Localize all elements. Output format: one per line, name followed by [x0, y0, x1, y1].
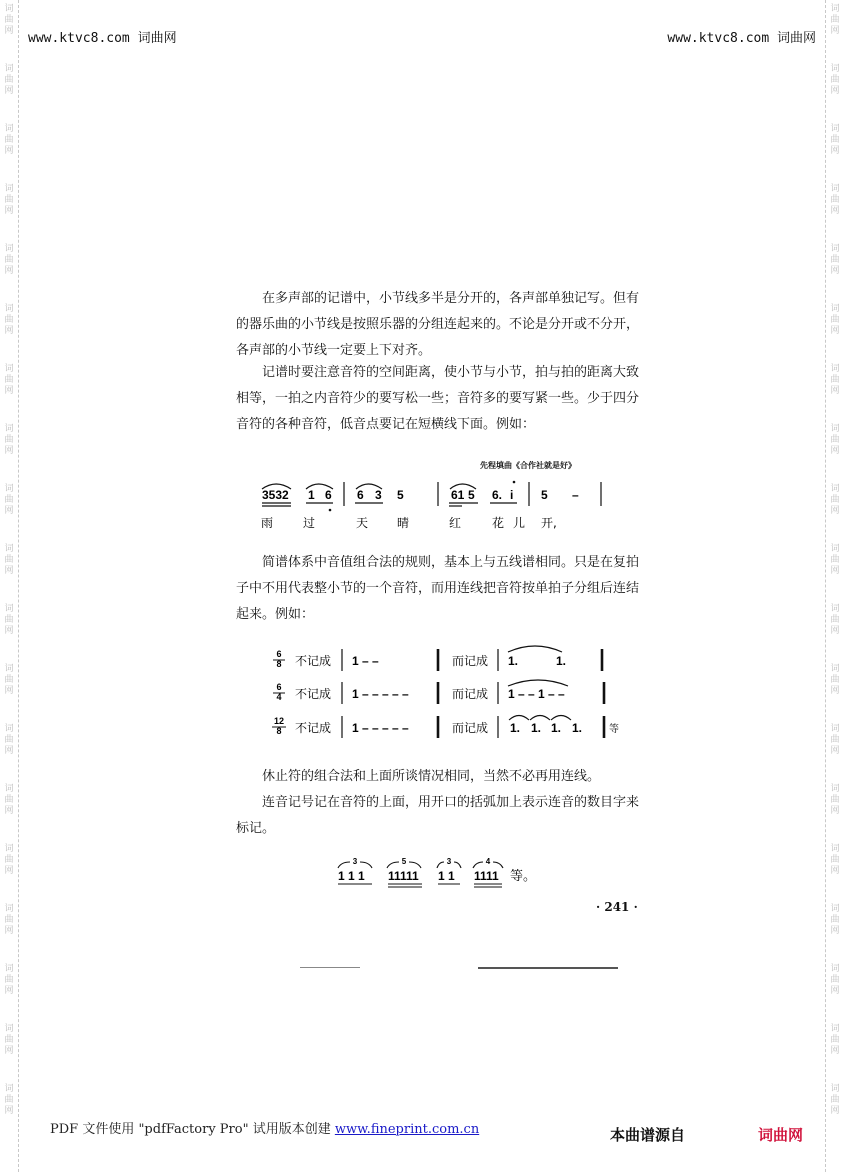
scan-artifact: [300, 967, 360, 968]
time-sig-bottom: 4: [276, 692, 282, 702]
source-label: 本曲谱源自: [610, 1126, 686, 1144]
paragraph-1: 在多声部的记谱中，小节线多半是分开的，各声部单独记写。但有的器乐曲的小节线是按照乐器的分组连起来的。不论是分开或不分开，各声部的小节线一定要上下对齐。: [236, 291, 640, 358]
watermark-text: 词 曲 网: [830, 244, 840, 276]
source-site-logo[interactable]: 词曲网: [758, 1126, 804, 1144]
watermark-text: 词 曲 网: [830, 1084, 840, 1116]
note: 6: [357, 488, 364, 502]
note: 5: [468, 488, 475, 502]
tuplet-notes: 11111: [388, 869, 419, 883]
wrong-notation: 1 – – – – –: [352, 721, 409, 735]
right-note: 1.: [510, 721, 521, 735]
watermark-text: 词 曲 网: [830, 904, 840, 936]
paragraph-3: 简谱体系中音值组合法的规则，基本上与五线谱相同。只是在复拍子中不用代表整小节的一个音符，而用连线把音符按单拍子分组后连结起来。例如：: [236, 555, 640, 622]
watermark-text: 词 曲 网: [830, 664, 840, 696]
note: 5: [541, 488, 548, 502]
note: 6: [325, 488, 332, 502]
watermark-text: 词 曲 网: [830, 1024, 840, 1056]
watermark-text: 词 曲 网: [830, 304, 840, 336]
watermark-text: 词 曲 网: [830, 604, 840, 636]
tuplet-number: 3: [352, 857, 358, 866]
tie: [509, 716, 529, 721]
time-sig-top: 6: [276, 682, 282, 692]
label-written-as: 而记成: [452, 687, 489, 701]
label-written-as: 而记成: [452, 721, 489, 735]
watermark-text: 词 曲 网: [4, 964, 14, 996]
paragraph-2: 记谱时要注意音符的空间距离，使小节与小节，拍与拍的距离大致相等，一拍之内音符少的要写松一些；音符多的要写紧一些。少于四分音符的各种音符，低音点要记在短横线下面。例如：: [236, 365, 640, 432]
watermark-text: 词 曲 网: [4, 484, 14, 516]
watermark-text: 词 曲 网: [830, 964, 840, 996]
paragraph-5: 连音记号记在音符的上面，用开口的括弧加上表示连音的数目字来标记。: [236, 795, 640, 836]
note: 3: [375, 488, 382, 502]
watermark-text: 词 曲 网: [4, 844, 14, 876]
lyric: 开,: [541, 516, 557, 530]
high-dot: [513, 481, 516, 484]
tie: [508, 646, 562, 652]
watermark-text: 词 曲 网: [4, 1084, 14, 1116]
tuplet-bracket: [387, 862, 421, 868]
tuplets-suffix: 等。: [510, 869, 537, 884]
watermark-text: 词 曲 网: [830, 424, 840, 456]
watermark-text: 词 曲 网: [4, 4, 14, 36]
watermark-text: 词 曲 网: [830, 124, 840, 156]
watermark-text: 词 曲 网: [4, 364, 14, 396]
right-note: 1.: [551, 721, 562, 735]
slur: [356, 484, 382, 489]
note: 1: [308, 488, 315, 502]
low-dot: [329, 509, 332, 512]
watermark-text: 词 曲 网: [4, 904, 14, 936]
watermark-text: 词 曲 网: [4, 304, 14, 336]
lyric: 雨: [261, 516, 274, 530]
wrong-notation: 1 – –: [352, 654, 379, 668]
footer-link[interactable]: www.fineprint.com.cn: [334, 1122, 480, 1137]
wrong-notation: 1 – – – – –: [352, 687, 409, 701]
tuplet-number: 5: [401, 857, 407, 866]
note-group: 3532: [262, 488, 289, 502]
lyric: 过: [303, 516, 316, 530]
watermark-text: 词 曲 网: [830, 784, 840, 816]
right-notation: 1 – – 1 – –: [508, 687, 565, 701]
footer-text: PDF 文件使用 "pdfFactory Pro" 试用版本创建: [50, 1122, 331, 1137]
watermark-text: 词 曲 网: [830, 364, 840, 396]
header-site-right[interactable]: www.ktvc8.com 词曲网: [667, 31, 816, 46]
label-written-as: 而记成: [452, 654, 489, 668]
tie: [530, 716, 550, 721]
watermark-text: 词 曲 网: [4, 544, 14, 576]
watermark-text: 词 曲 网: [4, 784, 14, 816]
right-note: 1.: [556, 654, 567, 668]
page-number: · 241 ·: [596, 900, 638, 914]
watermark-text: 词 曲 网: [4, 244, 14, 276]
tuplet-notes: 1111: [474, 869, 499, 883]
watermark-text: 词 曲 网: [830, 484, 840, 516]
label-not-written: 不记成: [295, 687, 332, 701]
lyric: 花: [492, 516, 505, 530]
tie: [551, 716, 571, 721]
tuplet-bracket: [473, 862, 503, 868]
watermark-text: 词 曲 网: [4, 184, 14, 216]
label-not-written: 不记成: [295, 721, 332, 735]
slur: [306, 484, 333, 489]
time-sig-top: 12: [273, 716, 285, 726]
slur: [450, 484, 476, 489]
time-sig-top: 6: [276, 649, 282, 659]
tuplet-notes: 1 1 1: [338, 869, 365, 883]
watermark-text: 词 曲 网: [4, 424, 14, 456]
lyric: 天: [356, 516, 369, 530]
label-not-written: 不记成: [295, 654, 332, 668]
header-site-left[interactable]: www.ktvc8.com 词曲网: [28, 31, 177, 46]
tuplet-notes: 1 1: [438, 869, 455, 883]
watermark-text: 词 曲 网: [4, 664, 14, 696]
right-note: 1.: [572, 721, 583, 735]
lyric: 红: [449, 516, 462, 530]
song-source: 先程填曲《合作社就是好》: [480, 461, 576, 470]
tuplet-bracket: [338, 862, 372, 868]
watermark-text: 词 曲 网: [4, 124, 14, 156]
paragraph-4: 休止符的组合法和上面所谈情况相同，当然不必再用连线。: [262, 769, 601, 784]
watermark-text: 词 曲 网: [830, 844, 840, 876]
watermark-text: 词 曲 网: [830, 4, 840, 36]
watermark-text: 词 曲 网: [830, 544, 840, 576]
right-note: 1.: [531, 721, 542, 735]
note: i: [510, 488, 514, 502]
right-note: 1.: [508, 654, 519, 668]
watermark-text: 词 曲 网: [4, 64, 14, 96]
lyric: 晴: [397, 516, 410, 530]
watermark-text: 词 曲 网: [4, 724, 14, 756]
tuplet-bracket: [437, 862, 461, 868]
tuplet-number: 4: [485, 857, 491, 866]
slur: [262, 484, 291, 489]
tuplet-number: 3: [446, 857, 452, 866]
watermark-text: 词 曲 网: [4, 604, 14, 636]
time-sig-bottom: 8: [276, 659, 282, 669]
watermark-text: 词 曲 网: [830, 184, 840, 216]
suffix-etc: 等: [609, 724, 619, 735]
watermark-text: 词 曲 网: [830, 64, 840, 96]
pdf-footer: [50, 1118, 479, 1137]
note: 61: [451, 488, 465, 502]
note: 6.: [492, 488, 503, 502]
watermark-text: 词 曲 网: [4, 1024, 14, 1056]
scan-artifact: [478, 967, 618, 969]
tie: [508, 680, 568, 686]
note: –: [572, 488, 579, 502]
time-sig-bottom: 8: [276, 726, 282, 736]
watermark-text: 词 曲 网: [830, 724, 840, 756]
lyric: 儿: [513, 516, 526, 530]
note: 5: [397, 488, 404, 502]
